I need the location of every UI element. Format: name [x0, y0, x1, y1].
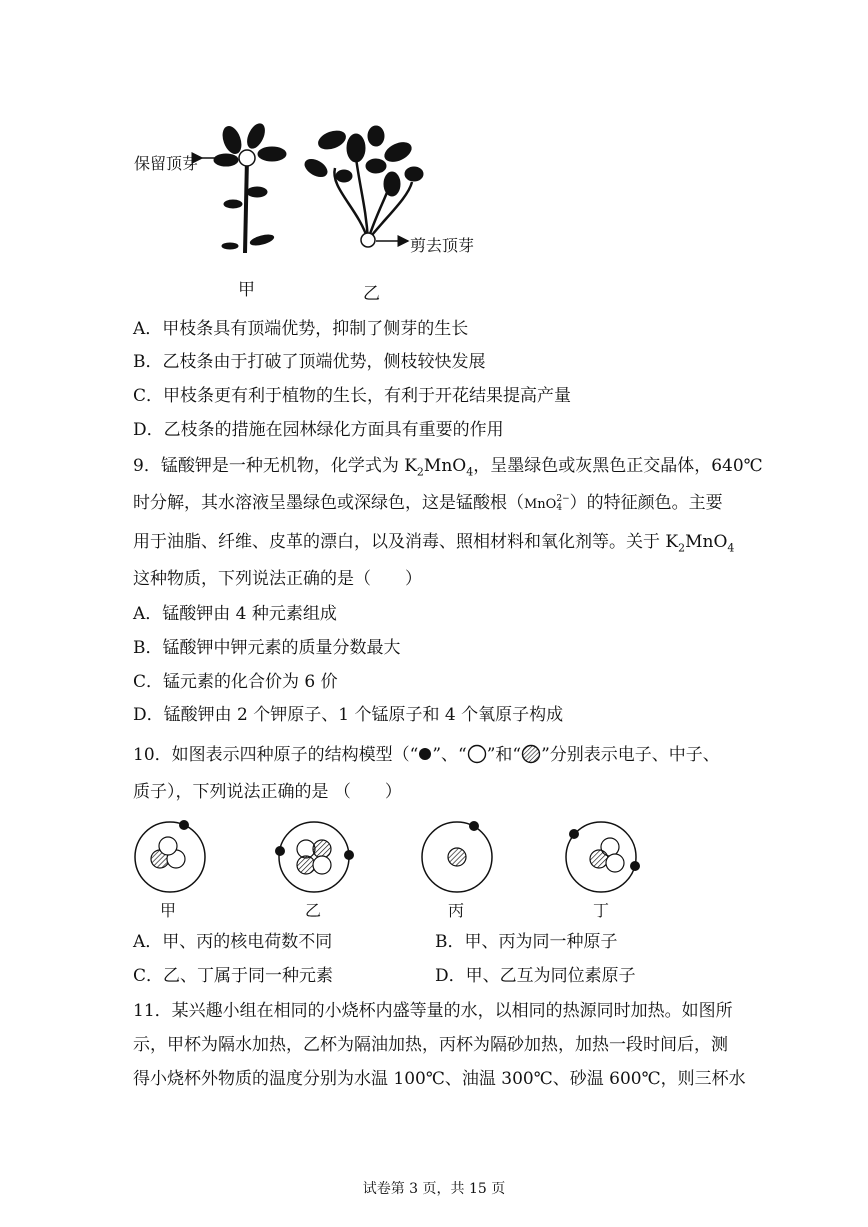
- atom-label-ding: 丁: [593, 901, 610, 920]
- atom-jia: [135, 820, 205, 892]
- q8-option-c: C．甲枝条更有利于植物的生长，有利于开花结果提高产量: [133, 386, 572, 406]
- neutron-icon: [467, 744, 487, 764]
- q10-option-a: A．甲、丙的核电荷数不同: [133, 932, 333, 952]
- q10-option-b: B．甲、丙为同一种原子: [435, 932, 618, 952]
- q9-line-4: 这种物质，下列说法正确的是（ ）: [133, 569, 422, 589]
- q10-option-c: C．乙、丁属于同一种元素: [133, 966, 334, 986]
- q11-line-1: 11．某兴趣小组在相同的小烧杯内盛等量的水，以相同的热源同时加热。如图所: [133, 1001, 733, 1021]
- page-footer: 试卷第 3 页，共 15 页: [362, 1181, 506, 1197]
- atom-models-figure: [125, 815, 645, 895]
- q9-line-2: 时分解，其水溶液呈墨绿色或深绿色，这是锰酸根（MnO 2− 4 ）的特征颜色。主要: [133, 493, 723, 513]
- atom-ding: [566, 822, 640, 892]
- atom-yi: [275, 822, 354, 892]
- q9-option-c: C．锰元素的化合价为 6 价: [133, 672, 338, 692]
- q9-option-d: D．锰酸钾由 2 个钾原子、1 个锰原子和 4 个氧原子构成: [133, 705, 564, 725]
- atom-bing: [422, 821, 492, 892]
- q8-option-d: D．乙枝条的措施在园林绿化方面具有重要的作用: [133, 420, 504, 440]
- atom-label-jia: 甲: [160, 901, 177, 920]
- atom-label-yi: 乙: [305, 901, 322, 920]
- plant-yi: [302, 126, 423, 247]
- q9-line-1: 9．锰酸钾是一种无机物，化学式为 $K_2MnO_4$，呈墨绿色或灰黑色正交晶体，640℃: [133, 456, 763, 479]
- q11-line-2: 示，甲杯为隔水加热，乙杯为隔油加热，丙杯为隔砂加热，加热一段时间后，测: [133, 1035, 728, 1055]
- q9-line-3: 用于油脂、纤维、皮革的漂白，以及消毒、照相材料和氧化剂等。关于 $K_2MnO_4$: [133, 532, 735, 555]
- label-cut-bud: 剪去顶芽: [410, 236, 475, 255]
- q10-line-1: 10．如图表示四种原子的结构模型（“ ”、“ ”和“ ”分别表示电子、中子、: [133, 745, 720, 765]
- q11-line-3: 得小烧杯外物质的温度分别为水温 100℃、油温 300℃、砂温 600℃，则三杯水: [133, 1069, 746, 1089]
- atom-label-bing: 丙: [448, 901, 465, 920]
- q8-option-b: B．乙枝条由于打破了顶端优势，侧枝较快发展: [133, 352, 486, 372]
- label-plant-jia: 甲: [238, 280, 255, 300]
- label-keep-bud: 保留顶芽: [134, 154, 199, 173]
- proton-icon: [521, 744, 541, 764]
- electron-icon: [418, 747, 432, 761]
- q10-option-d: D．甲、乙互为同位素原子: [435, 966, 636, 986]
- plant-figure: [130, 118, 490, 303]
- q8-option-a: A．甲枝条具有顶端优势，抑制了侧芽的生长: [133, 319, 469, 339]
- q10-line-2: 质子），下列说法正确的是 （ ）: [133, 782, 402, 802]
- q9-option-b: B．锰酸钾中钾元素的质量分数最大: [133, 638, 401, 658]
- label-plant-yi: 乙: [363, 284, 380, 304]
- q9-option-a: A．锰酸钾由 4 种元素组成: [133, 604, 337, 624]
- plant-jia: [214, 121, 286, 253]
